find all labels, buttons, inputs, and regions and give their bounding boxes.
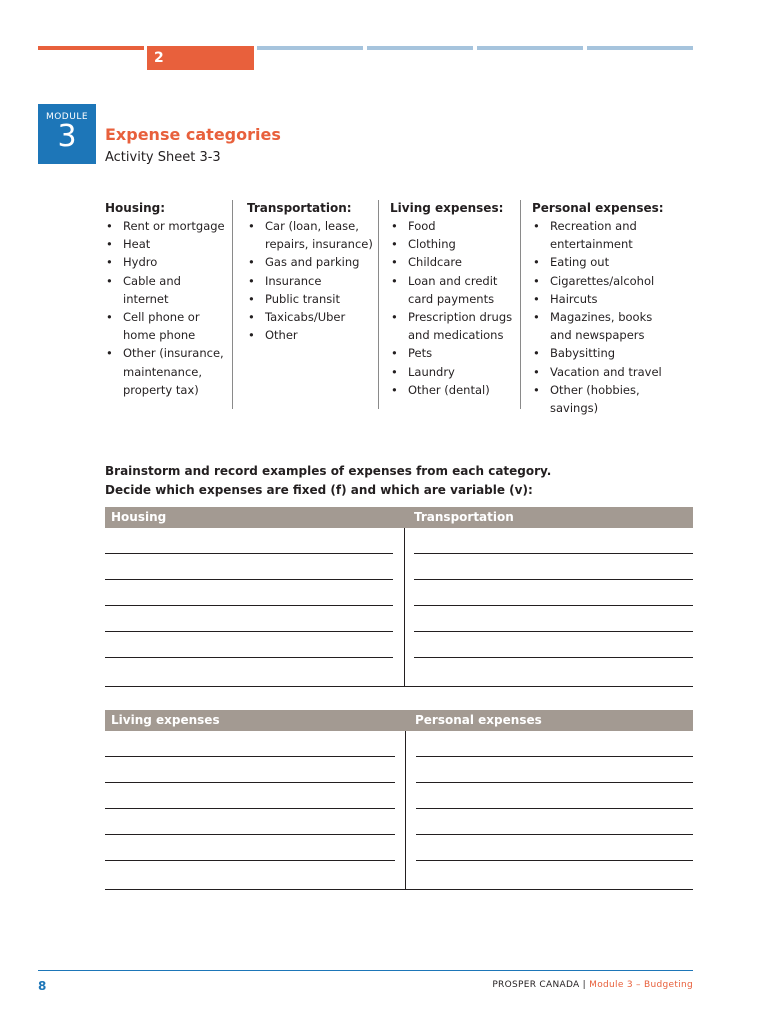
writing-line[interactable]: [105, 860, 395, 861]
list-item-continuation: maintenance,: [123, 364, 202, 379]
list-item: • Laundry: [390, 363, 518, 381]
category-heading: Housing:: [105, 201, 166, 215]
progress-current-section: 2: [147, 46, 254, 70]
list-item: • Cell phone or: [105, 308, 230, 326]
footer-org: PROSPER CANADA: [492, 980, 580, 990]
list-item: • Loan and credit: [390, 272, 518, 290]
table-divider: [405, 731, 406, 889]
category-heading: Living expenses:: [390, 201, 504, 215]
column-divider: [378, 200, 379, 409]
writing-line[interactable]: [416, 860, 693, 861]
list-item-continuation: entertainment: [550, 237, 633, 252]
list-item: • Pets: [390, 344, 518, 362]
list-item: • Hydro: [105, 253, 230, 271]
list-item-continuation: card payments: [408, 291, 495, 306]
table-header-right: Transportation: [414, 510, 514, 524]
list-item-continuation: and medications: [408, 328, 504, 343]
list-item: • Eating out: [532, 253, 687, 271]
writing-line[interactable]: [105, 808, 395, 809]
table-header-right: Personal expenses: [415, 713, 542, 727]
footer-rule: [38, 970, 693, 971]
writing-line[interactable]: [414, 605, 693, 606]
progress-segment-5: [477, 46, 583, 50]
page-subtitle: Activity Sheet 3-3: [105, 150, 221, 165]
table-header-housing-transportation: [105, 507, 693, 528]
writing-line[interactable]: [414, 553, 693, 554]
page-title: Expense categories: [105, 125, 281, 144]
table-bottom-rule: [105, 889, 693, 890]
list-item-continuation: repairs, insurance): [265, 237, 373, 252]
category-list: [390, 217, 518, 399]
category-housing: [105, 199, 230, 399]
writing-line[interactable]: [414, 579, 693, 580]
list-item-continuation: savings): [550, 401, 599, 416]
list-item: • Childcare: [390, 253, 518, 271]
list-item: • Public transit: [247, 290, 375, 308]
list-item: • Food: [390, 217, 518, 235]
instructions: [105, 462, 551, 500]
progress-segment-6: [587, 46, 693, 50]
table-bottom-rule: [105, 686, 693, 687]
writing-line[interactable]: [414, 631, 693, 632]
writing-line[interactable]: [416, 756, 693, 757]
list-item: • Recreation and: [532, 217, 687, 235]
writing-line[interactable]: [105, 579, 393, 580]
category-list: [105, 217, 230, 399]
column-divider: [520, 200, 521, 409]
list-item-continuation: home phone: [123, 328, 196, 343]
list-item: • Magazines, books: [532, 308, 687, 326]
table-divider: [404, 528, 405, 686]
writing-line[interactable]: [416, 782, 693, 783]
writing-line[interactable]: [105, 834, 395, 835]
category-heading: Transportation:: [247, 201, 352, 215]
progress-segment-1: [38, 46, 144, 50]
progress-segment-4: [367, 46, 473, 50]
list-item: • Gas and parking: [247, 253, 375, 271]
instructions-line-2: Decide which expenses are fixed (f) and which are variable (v):: [105, 483, 533, 497]
list-item: • Cigarettes/alcohol: [532, 272, 687, 290]
category-personal-expenses: [532, 199, 687, 417]
footer-credit: [492, 980, 693, 990]
list-item: • Taxicabs/Uber: [247, 308, 375, 326]
table-header-living-personal: [105, 710, 693, 731]
list-item-continuation: property tax): [123, 382, 199, 397]
category-list: [247, 217, 375, 344]
category-list: [532, 217, 687, 417]
writing-line[interactable]: [105, 756, 395, 757]
list-item: • Car (loan, lease,: [247, 217, 375, 235]
writing-line[interactable]: [105, 553, 393, 554]
writing-line[interactable]: [416, 808, 693, 809]
list-item: • Haircuts: [532, 290, 687, 308]
category-heading: Personal expenses:: [532, 201, 664, 215]
list-item: • Other (insurance,: [105, 344, 230, 362]
instructions-line-1: Brainstorm and record examples of expenses from each category.: [105, 464, 552, 478]
list-item: • Insurance: [247, 272, 375, 290]
column-divider: [232, 200, 233, 409]
list-item: • Rent or mortgage: [105, 217, 230, 235]
writing-line[interactable]: [105, 631, 393, 632]
list-item: • Heat: [105, 235, 230, 253]
table-header-left: Housing: [111, 510, 167, 524]
list-item: • Other (hobbies,: [532, 381, 687, 399]
page-number: 8: [38, 979, 47, 993]
list-item: • Babysitting: [532, 344, 687, 362]
list-item-continuation: and newspapers: [550, 328, 645, 343]
writing-line[interactable]: [105, 657, 393, 658]
progress-segment-3: [257, 46, 363, 50]
footer-module-ref: Module 3 – Budgeting: [589, 980, 693, 990]
module-badge: [38, 104, 96, 164]
module-label: MODULE: [45, 112, 89, 122]
writing-line[interactable]: [416, 834, 693, 835]
list-item: • Other: [247, 326, 375, 344]
writing-line[interactable]: [105, 605, 393, 606]
list-item: • Prescription drugs: [390, 308, 518, 326]
list-item: • Cable and internet: [105, 272, 230, 308]
list-item: • Clothing: [390, 235, 518, 253]
list-item: • Other (dental): [390, 381, 518, 399]
category-living-expenses: [390, 199, 518, 399]
writing-line[interactable]: [414, 657, 693, 658]
writing-line[interactable]: [105, 782, 395, 783]
footer-separator: |: [582, 980, 586, 990]
table-header-left: Living expenses: [111, 713, 220, 727]
module-number: 3: [57, 119, 77, 154]
category-transportation: [247, 199, 375, 344]
list-item: • Vacation and travel: [532, 363, 687, 381]
